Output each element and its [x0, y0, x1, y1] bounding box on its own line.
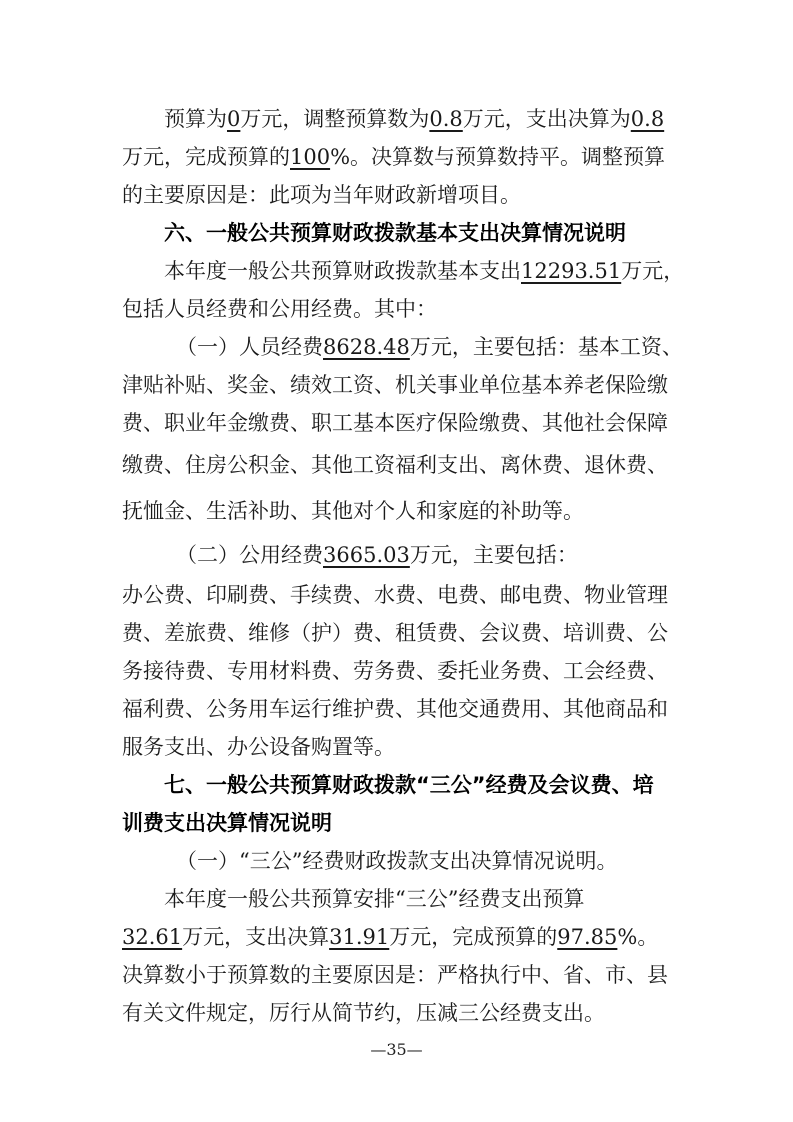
section-heading-7: 七、一般公共预算财政拨款“三公”经费及会议费、培 — [164, 773, 654, 797]
underlined-value: 0 — [227, 107, 241, 131]
text-run: 万元，支出决算 — [182, 925, 330, 949]
paragraph-line: 包括人员经费和公用经费。其中： — [122, 297, 437, 321]
text-run: 本年度一般公共预算财政拨款基本支出 — [164, 259, 521, 283]
underlined-value: 97.85 — [557, 925, 618, 949]
paragraph-line: 务接待费、专用材料费、劳务费、委托业务费、工会经费、 — [122, 659, 668, 683]
text-run: 万元， — [621, 259, 685, 283]
text-run: 万元，完成预算的 — [122, 145, 290, 169]
text-run: %。 — [617, 925, 659, 949]
paragraph-line — [122, 922, 676, 952]
paragraph-line: 决算数小于预算数的主要原因是：严格执行中、省、市、县 — [122, 963, 668, 987]
section-heading-6: 六、一般公共预算财政拨款基本支出决算情况说明 — [164, 221, 626, 245]
text-run: （二）公用经费 — [176, 543, 323, 567]
paragraph-line — [164, 256, 685, 286]
underlined-value: 0.8 — [429, 107, 463, 131]
paragraph-line: 的主要原因是：此项为当年财政新增项目。 — [122, 183, 521, 207]
paragraph-line: 缴费、住房公积金、其他工资福利支出、离休费、退休费、 — [122, 453, 668, 477]
paragraph-line: 服务支出、办公设备购置等。 — [122, 735, 395, 759]
paragraph-line — [164, 104, 676, 134]
paragraph-line: 办公费、印刷费、手续费、水费、电费、邮电费、物业管理 — [122, 583, 668, 607]
text-run: （一）人员经费 — [176, 335, 323, 359]
underlined-value: 0.8 — [630, 107, 665, 131]
underlined-value: 100 — [290, 145, 331, 169]
paragraph-line — [122, 142, 676, 172]
paragraph-line: 津贴补贴、奖金、绩效工资、机关事业单位基本养老保险缴 — [122, 373, 668, 397]
paragraph-line — [176, 332, 683, 362]
paragraph-line: 有关文件规定，厉行从简节约，压减三公经费支出。 — [122, 1001, 605, 1025]
paragraph-line — [176, 540, 676, 570]
text-run: 万元，主要包括： — [409, 543, 578, 567]
text-run: 万元，调整预算数为 — [240, 107, 430, 131]
text-run: 万元，主要包括：基本工资、 — [409, 335, 683, 359]
text-run: 万元，完成预算的 — [389, 925, 558, 949]
section-heading-7-continued: 训费支出决算情况说明 — [122, 811, 332, 835]
paragraph-line: 福利费、公务用车运行维护费、其他交通费用、其他商品和 — [122, 697, 668, 721]
paragraph-line: 费、职业年金缴费、职工基本医疗保险缴费、其他社会保障 — [122, 411, 668, 435]
paragraph-line: 本年度一般公共预算安排“三公”经费支出预算 — [164, 887, 585, 911]
text-run: 预算为 — [164, 107, 227, 131]
underlined-value: 8628.48 — [323, 335, 410, 359]
paragraph-line: 抚恤金、生活补助、其他对个人和家庭的补助等。 — [122, 499, 584, 523]
text-run: %。决算数与预算数持平。调整预算 — [330, 145, 666, 169]
underlined-value: 12293.51 — [521, 259, 622, 283]
underlined-value: 31.91 — [329, 925, 390, 949]
subsection-heading: （一）“三公”经费财政拨款支出决算情况说明。 — [176, 849, 618, 873]
paragraph-line: 费、差旅费、维修（护）费、租赁费、会议费、培训费、公 — [122, 621, 668, 645]
page-number: —35— — [370, 1040, 423, 1059]
underlined-value: 3665.03 — [323, 543, 410, 567]
underlined-value: 32.61 — [122, 925, 183, 949]
text-run: 万元，支出决算为 — [462, 107, 631, 131]
